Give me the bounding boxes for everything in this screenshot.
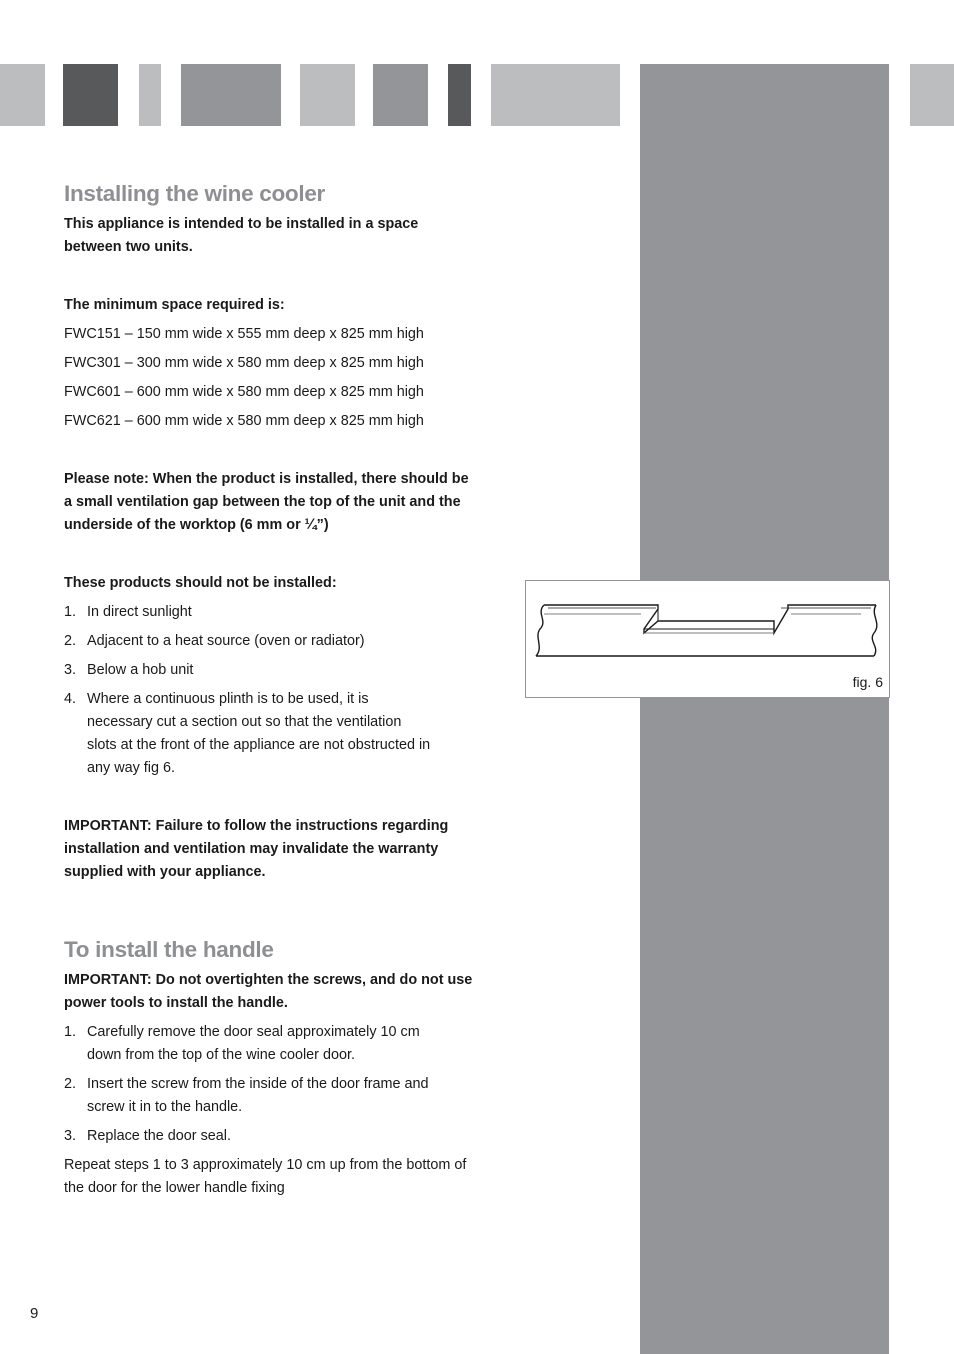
list-text: Below a hob unit [87,662,194,678]
list-item [64,601,479,624]
plinth-diagram [526,581,889,697]
header-block [373,64,428,126]
header-block [181,64,281,126]
list-item [64,659,479,682]
header-block [139,64,161,126]
spec-line: FWC301 – 300 mm wide x 580 mm deep x 825 mm high [64,355,424,371]
intro-text: This appliance is intended to be installed in a space between two units. [64,216,419,255]
plinth-figure [525,580,890,698]
not-installed-list [64,601,479,780]
spec-line: FWC601 – 600 mm wide x 580 mm deep x 825 mm high [64,384,424,400]
list-item [64,1073,479,1119]
sidebar-band [640,64,889,1354]
list-number: 4. [64,691,77,707]
not-installed-title: These products should not be installed: [64,575,337,591]
header-block [63,64,118,126]
list-text: Replace the door seal. [87,1128,231,1144]
important-warranty: IMPORTANT: Failure to follow the instructions regarding installation and ventilation may invalidate the warranty supplied with your appliance. [64,818,449,880]
ventilation-note: Please note: When the product is installed, there should be a small ventilation gap between the top of the unit and the underside of the worktop (6 mm or ¼”) [64,471,469,533]
main-content [64,178,479,1200]
list-text: Carefully remove the door seal approximately 10 cm down from the top of the wine cooler door. [87,1024,420,1063]
list-number: 2. [64,1076,77,1092]
list-number: 3. [64,1128,77,1144]
repeat-instruction: Repeat steps 1 to 3 approximately 10 cm up from the bottom of the door for the lower handle fixing [64,1157,467,1196]
list-item [64,1125,479,1148]
list-number: 1. [64,604,77,620]
list-item [64,688,479,780]
list-text: In direct sunlight [87,604,192,620]
page-number: 9 [30,1305,39,1322]
section-heading-installing: Installing the wine cooler [64,181,325,206]
figure-caption: fig. 6 [852,674,883,690]
important-screws: IMPORTANT: Do not overtighten the screws, and do not use power tools to install the handle. [64,972,473,1011]
section-heading-handle: To install the handle [64,937,274,962]
space-title: The minimum space required is: [64,297,285,313]
list-text: Adjacent to a heat source (oven or radiator) [87,633,365,649]
spec-line: FWC151 – 150 mm wide x 555 mm deep x 825 mm high [64,326,424,342]
list-number: 3. [64,662,77,678]
header-block [300,64,355,126]
list-text: Insert the screw from the inside of the door frame and screw it in to the handle. [87,1076,429,1115]
list-number: 1. [64,1024,77,1040]
header-block [0,64,45,126]
header-block [910,64,954,126]
list-item [64,1021,479,1067]
header-block [491,64,620,126]
list-text: Where a continuous plinth is to be used, it is necessary cut a section out so that the ventilation slots at the front of the appliance are not obstructed in any way fig 6. [87,691,431,776]
list-number: 2. [64,633,77,649]
spec-line: FWC621 – 600 mm wide x 580 mm deep x 825 mm high [64,413,424,429]
list-item [64,630,479,653]
handle-steps-list [64,1021,479,1148]
header-block [448,64,471,126]
